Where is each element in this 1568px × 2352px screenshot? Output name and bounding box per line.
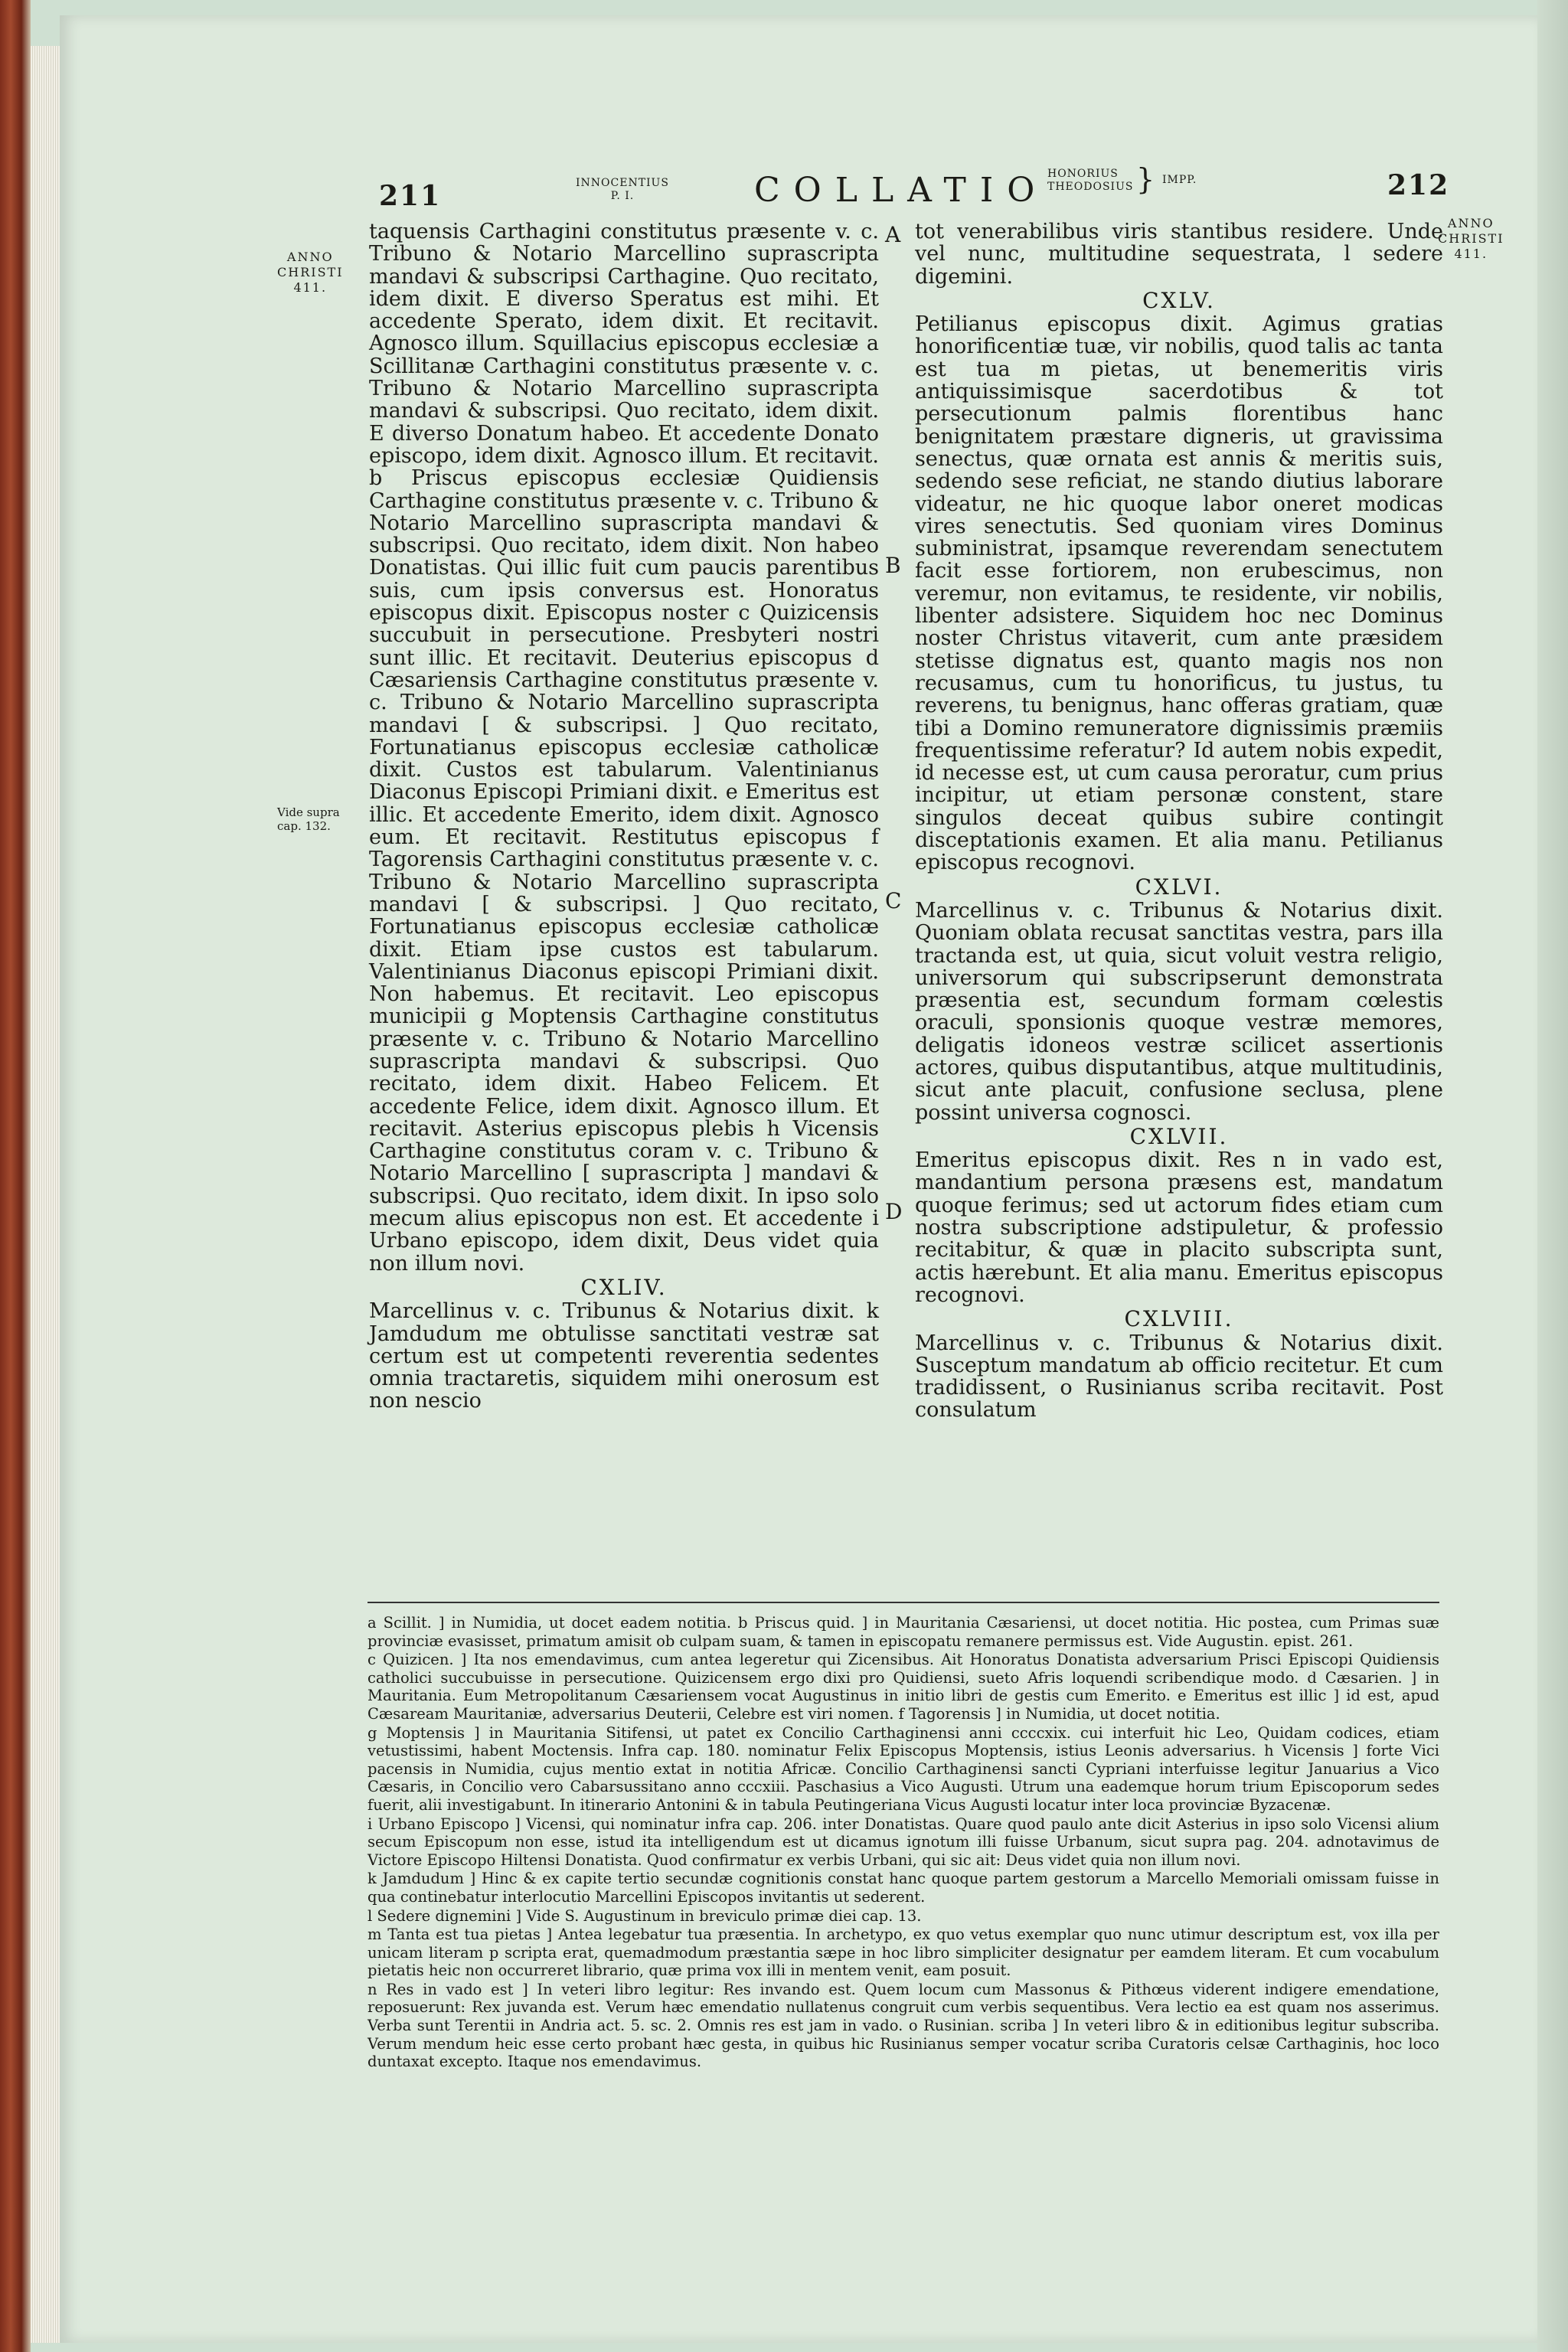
footnote: a Scillit. ] in Numidia, ut docet eadem notitia. b Priscus quid. ] in Mauritania Cæsariensi, ut docet notitia. Hic postea, cum Primas suæ provinciæ evasisset, primatum amisit ob culpam suam, & tamen in episcopatu remanere permissus est. Vide Augustin. epist. 261. bbox=[368, 1614, 1439, 1650]
section-letter-c: C bbox=[885, 888, 902, 913]
paragraph: tot venerabilibus viris stantibus residere. Unde vel nunc, multitudine sequestrata, l sedere digemini. bbox=[915, 220, 1443, 289]
pope-label: INNOCENTIUS P. I. bbox=[576, 177, 669, 202]
footnote: m Tanta est tua pietas ] Antea legebatur tua præsentia. In archetypo, ex quo vetus exemplar quo nunc utimur descriptum est, vox illa per unicam literam p scripta erat, quemadmodum præstantia sæpe in hoc libro simpliciter designatur per eamdem literam. Et cum vocabulum pietatis heic non occurreret librario, quæ prima vox illi in mentem venit, eam posuit. bbox=[368, 1926, 1439, 1980]
chapter-number: CXLIV. bbox=[580, 1274, 668, 1300]
brace-mark: } bbox=[1136, 162, 1155, 196]
section-letter-a: A bbox=[885, 222, 901, 247]
page-number-left: 211 bbox=[379, 180, 442, 212]
chapter-number: CXLVII. bbox=[1129, 1123, 1229, 1149]
footnote: c Quizicen. ] Ita nos emendavimus, cum antea legeretur qui Zicensibus. Ait Honoratus Donatista adversarium Prisci Episcopi Quidiensis catholici succubuisse in persecutione. Quizicensem ergo dixi pro Quidiensi, sueto Afris loquendi scribendique modo. d Cæsarien. ] in Mauritania. Eum Metropolitanum Cæsariensem vocat Augustinus in initio libri de gestis cum Emerito. e Emeritus est illic ] id est, apud Cæsaream Mauritaniæ, adversarius Deuterii, Celebre est viri nomen. f Tagorensis ] in Numidia, ut docet notitia. bbox=[368, 1651, 1439, 1723]
impp-label: IMPP. bbox=[1162, 174, 1197, 186]
right-text-column bbox=[915, 220, 1443, 1422]
running-title: COLLATIO bbox=[754, 171, 1049, 210]
page-edges bbox=[31, 46, 60, 2343]
emperors-label: HONORIUS THEODOSIUS bbox=[1047, 168, 1134, 193]
page-number-right: 212 bbox=[1387, 169, 1450, 201]
cross-reference-note: Vide supra cap. 132. bbox=[277, 805, 340, 833]
paragraph: Marcellinus v. c. Tribunus & Notarius dixit. k Jamdudum me obtulisse sanctitati vestræ sat certum est ut competenti reverentia sedentes omnia tractaretis, siquidem mihi onerosum est non nescio bbox=[369, 1299, 879, 1413]
footnote: g Moptensis ] in Mauritania Sitifensi, ut patet ex Concilio Carthaginensi anni ccccxix. cui interfuit hic Leo, Quidam codices, etiam vetustissimi, habent Moctensis. Infra cap. 180. nominatur Felix Episcopus Moptensis, istius Leonis adversarius. h Vicensis ] forte Vici pacensis in Numidia, cujus mentio extat in notitia Africæ. Concilio Carthaginensi sancti Cypriani interfuisse legitur Januarius a Vico Cæsaris, in Concilio vero Cabarsussitano anno cccxiii. Paschasius a Vico Augusti. Utrum una eademque horum trium Episcoporum sedes fuerit, alii investigabunt. In itinerario Antonini & in tabula Peutingeriana Vicus Augusti locatur inter loca provinciæ Byzacenæ. bbox=[368, 1723, 1439, 1814]
paragraph: Marcellinus v. c. Tribunus & Notarius dixit. Quoniam oblata recusat sanctitas vestra, pars illa tractanda est, ut quia, sicut voluit vestra religio, universorum qui subscripserunt demonstrata præsentia est, secundum formam cœlestis oraculi, sponsionis quoque vestræ memores, deligatis idoneos vestræ scilicet assertionis actores, quibus disputantibus, atque multitudinis, sicut ante placuit, confusione seclusa, plene possint universa cognosci. bbox=[915, 898, 1443, 1125]
chapter-number: CXLVIII. bbox=[1124, 1306, 1234, 1332]
footnote: i Urbano Episcopo ] Vicensi, qui nominatur infra cap. 206. inter Donatistas. Quare quod paulo ante dicit Asterius in ipso solo Vicensi alium secum Episcopum non esse, istud ita intelligendum est ut dicamus ignotum illi fuisse Urbanum, sicut supra pag. 204. adnotavimus de Victore Episcopo Hiltensi Donatista. Quod confirmatur ex verbis Urbani, qui sic ait: Deus videt quia non illum novi. bbox=[368, 1815, 1439, 1869]
chapter-number: CXLVI. bbox=[1135, 874, 1223, 900]
footnotes bbox=[368, 1614, 1439, 2072]
footnote: k Jamdudum ] Hinc & ex capite tertio secundæ cognitionis constat hanc quoque partem gestorum a Marcello Memoriali omissam fuisse in qua continebatur interlocutio Marcellini Episcopos invitantis ut sederent. bbox=[368, 1870, 1439, 1906]
left-text-column bbox=[369, 220, 879, 1413]
paragraph: Emeritus episcopus dixit. Res n in vado est, mandantium persona præsens est, mandatum quoque ferimus; sed ut actorum fides etiam cum nostra subscriptione adstipuletur, & professio recitabitur, & quæ in placito subscripta sunt, actis hærebunt. Et alia manu. Emeritus episcopus recognovi. bbox=[915, 1148, 1443, 1307]
footnote: l Sedere dignemini ] Vide S. Augustinum in breviculo primæ diei cap. 13. bbox=[368, 1906, 922, 1925]
year-note-right: ANNO CHRISTI 411. bbox=[1438, 216, 1504, 261]
chapter-number: CXLV. bbox=[1142, 287, 1216, 313]
section-letter-d: D bbox=[885, 1199, 903, 1224]
year-note-left: ANNO CHRISTI 411. bbox=[277, 250, 344, 295]
section-letter-b: B bbox=[885, 553, 901, 578]
page-shadow bbox=[1537, 0, 1568, 2352]
book-binding bbox=[0, 0, 31, 2352]
paragraph: Petilianus episcopus dixit. Agimus gratias honorificentiæ tuæ, vir nobilis, quod talis ac tanta est tua m pietas, ut benemeritis viris antiquissimisque sacerdotibus & tot persecutionum palmis florentibus hanc benignitatem præstare digneris, ut gravissima senectus, quæ ornata est annis & meritis suis, sedendo sese reficiat, ne stando diutius laborare videatur, ne hic quoque labor oneret modicas vires senectutis. Sed quoniam vires Dominus subministrat, ipsamque reverendam senectutem facit esse fortiorem, non erubescimus, non veremur, non evitamus, te residente, vir nobilis, libenter adsistere. Siquidem hoc nec Dominus noster Christus vitaverit, cum ante præsidem stetisse dignatus est, quanto magis nos non recusamus, cum tu honorificus, tu justus, tu reverens, tu benignus, hanc offeras gratiam, quæ tibi a Domino remuneratore dignissimis præmiis frequentissime referatur? Id autem nobis expedit, id necesse est, ut cum causa peroratur, cum prius incipitur, ut etiam personæ constent, stare singulos deceat quibus subire contingit disceptationis examen. Et alia manu. Petilianus episcopus recognovi. bbox=[915, 312, 1443, 875]
paragraph: Marcellinus v. c. Tribunus & Notarius dixit. Susceptum mandatum ab officio recitetur. Et cum tradidissent, o Rusinianus scriba recitavit. Post consulatum bbox=[915, 1331, 1443, 1423]
footnote: n Res in vado est ] In veteri libro legitur: Res invando est. Quem locum cum Massonus & Pithœus viderent indigere emendatione, reposuerunt: Rex juvanda est. Verum hæc emendatio nullatenus congruit cum verbis sequentibus. Vera lectio ea est quam nos asserimus. Verba sunt Terentii in Andria act. 5. sc. 2. Omnis res est jam in vado. o Rusinian. scriba ] In veteri libro & in editionibus legitur subscriba. Verum mendum heic esse certo probant hæc gesta, in quibus hic Rusinianus semper vocatur scriba Curatoris celsæ Carthaginis, hoc loco duntaxat excepto. Itaque nos emendavimus. bbox=[368, 1980, 1439, 2071]
paragraph: taquensis Carthagini constitutus præsente v. c. Tribuno & Notario Marcellino suprascripta mandavi & subscripsi Carthagine. Quo recitato, idem dixit. E diverso Speratus est mihi. Et accedente Sperato, idem dixit. Et recitavit. Agnosco illum. Squillacius episcopus ecclesiæ a Scillitanæ Carthagini constitutus præsente v. c. Tribuno & Notario Marcellino suprascripta mandavi & subscripsi. Quo recitato, idem dixit. E diverso Donatum habeo. Et accedente Donato episcopo, idem dixit. Agnosco illum. Et recitavit. b Priscus episcopus ecclesiæ Quidiensis Carthagine constitutus præsente v. c. Tribuno & Notario Marcellino suprascripta mandavi & subscripsi. Quo recitato, idem dixit. Non habeo Donatistas. Qui illic fuit cum paucis parentibus suis, cum ipsis conversus est. Honoratus episcopus dixit. Episcopus noster c Quizicensis succubuit in persecutione. Presbyteri nostri sunt illic. Et recitavit. Deuterius episcopus d Cæsariensis Carthagine constitutus præsente v. c. Tribuno & Notario Marcellino suprascripta mandavi [ & subscripsi. ] Quo recitato, Fortunatianus episcopus ecclesiæ catholicæ dixit. Custos est tabularum. Valentinianus Diaconus Episcopi Primiani dixit. e Emeritus est illic. Et accedente Emerito, idem dixit. Agnosco eum. Et recitavit. Restitutus episcopus f Tagorensis Carthagini constitutus præsente v. c. Tribuno & Notario Marcellino suprascripta mandavi [ & subscripsi. ] Quo recitato, Fortunatianus episcopus ecclesiæ catholicæ dixit. Etiam ipse custos est tabularum. Valentinianus Diaconus episcopi Primiani dixit. Non habemus. Et recitavit. Leo episcopus municipii g Moptensis Carthagine constitutus præsente v. c. Tribuno & Notario Marcellino suprascripta mandavi & subscripsi. Quo recitato, idem dixit. Habeo Felicem. Et accedente Felice, idem dixit. Agnosco illum. Et recitavit. Asterius episcopus plebis h Vicensis Carthagine constitutus coram v. c. Tribuno & Notario Marcellino [ suprascripta ] mandavi & subscripsi. Quo recitato, idem dixit. In ipso solo mecum alius episcopus non est. Et accedente i Urbano episcopo, idem dixit, Deus videt quia non illum novi. bbox=[369, 220, 879, 1276]
footnote-rule bbox=[368, 1602, 1439, 1603]
running-header bbox=[0, 162, 1568, 212]
